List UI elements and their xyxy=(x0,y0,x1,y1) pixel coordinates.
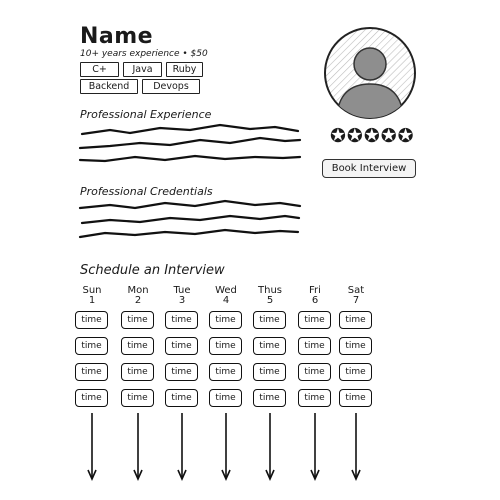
time-slot-button[interactable]: time xyxy=(165,337,198,355)
time-slot-button[interactable]: time xyxy=(298,337,331,355)
day-name-4: Thus xyxy=(258,285,282,296)
time-slot-button[interactable]: time xyxy=(253,337,286,355)
credentials-line-1 xyxy=(80,201,300,208)
time-slot-button[interactable]: time xyxy=(121,363,154,381)
time-slot-button[interactable]: time xyxy=(339,337,372,355)
scroll-down-arrow-icon xyxy=(352,413,360,479)
time-slot-button[interactable]: time xyxy=(165,363,198,381)
scroll-down-arrow-icon xyxy=(88,413,96,479)
day-number-6: 7 xyxy=(352,295,360,306)
experience-title: Professional Experience xyxy=(80,108,212,121)
time-slot-button[interactable]: time xyxy=(75,311,108,329)
day-name-1: Mon xyxy=(127,285,149,296)
time-slot-button[interactable]: time xyxy=(209,363,242,381)
time-slot-button[interactable]: time xyxy=(165,311,198,329)
credentials-line-2 xyxy=(82,216,299,223)
time-slot-button[interactable]: time xyxy=(121,389,154,407)
skill-tag-devops: Devops xyxy=(142,79,200,94)
day-number-0: 1 xyxy=(88,295,96,306)
scroll-down-arrow-icon xyxy=(178,413,186,479)
skill-tag-cplus: C+ xyxy=(80,62,119,77)
day-name-2: Tue xyxy=(173,285,191,296)
profile-meta: 10+ years experience • $50 xyxy=(80,49,208,59)
skill-tag-java: Java xyxy=(123,62,162,77)
star-rating: ✪✪✪✪✪ xyxy=(330,125,415,147)
time-slot-button[interactable]: time xyxy=(209,389,242,407)
time-slot-button[interactable]: time xyxy=(121,311,154,329)
experience-line-2 xyxy=(80,138,300,148)
time-slot-button[interactable]: time xyxy=(165,389,198,407)
day-number-5: 6 xyxy=(311,295,319,306)
time-slot-button[interactable]: time xyxy=(339,363,372,381)
credentials-line-3 xyxy=(80,230,298,237)
book-interview-button[interactable]: Book Interview xyxy=(322,159,416,178)
day-number-3: 4 xyxy=(222,295,230,306)
scroll-down-arrow-icon xyxy=(134,413,142,479)
time-slot-button[interactable]: time xyxy=(121,337,154,355)
time-slot-button[interactable]: time xyxy=(339,311,372,329)
time-slot-button[interactable]: time xyxy=(209,337,242,355)
day-number-1: 2 xyxy=(134,295,142,306)
time-slot-button[interactable]: time xyxy=(253,389,286,407)
day-number-2: 3 xyxy=(178,295,186,306)
time-slot-button[interactable]: time xyxy=(75,363,108,381)
schedule-title: Schedule an Interview xyxy=(80,263,225,278)
day-name-5: Fri xyxy=(309,285,321,296)
day-name-6: Sat xyxy=(347,285,365,296)
day-name-0: Sun xyxy=(82,285,102,296)
time-slot-button[interactable]: time xyxy=(298,389,331,407)
experience-line-1 xyxy=(82,125,298,134)
scroll-down-arrow-icon xyxy=(222,413,230,479)
time-slot-button[interactable]: time xyxy=(298,311,331,329)
time-slot-button[interactable]: time xyxy=(298,363,331,381)
time-slot-button[interactable]: time xyxy=(75,337,108,355)
time-slot-button[interactable]: time xyxy=(75,389,108,407)
profile-name: Name xyxy=(80,24,154,49)
time-slot-button[interactable]: time xyxy=(209,311,242,329)
time-slot-button[interactable]: time xyxy=(253,311,286,329)
day-number-4: 5 xyxy=(266,295,274,306)
scroll-down-arrow-icon xyxy=(311,413,319,479)
time-slot-button[interactable]: time xyxy=(339,389,372,407)
experience-line-3 xyxy=(80,156,300,161)
day-name-3: Wed xyxy=(215,285,237,296)
skill-tag-ruby: Ruby xyxy=(166,62,203,77)
skill-tag-backend: Backend xyxy=(80,79,138,94)
credentials-title: Professional Credentials xyxy=(80,185,213,198)
scroll-down-arrow-icon xyxy=(266,413,274,479)
time-slot-button[interactable]: time xyxy=(253,363,286,381)
